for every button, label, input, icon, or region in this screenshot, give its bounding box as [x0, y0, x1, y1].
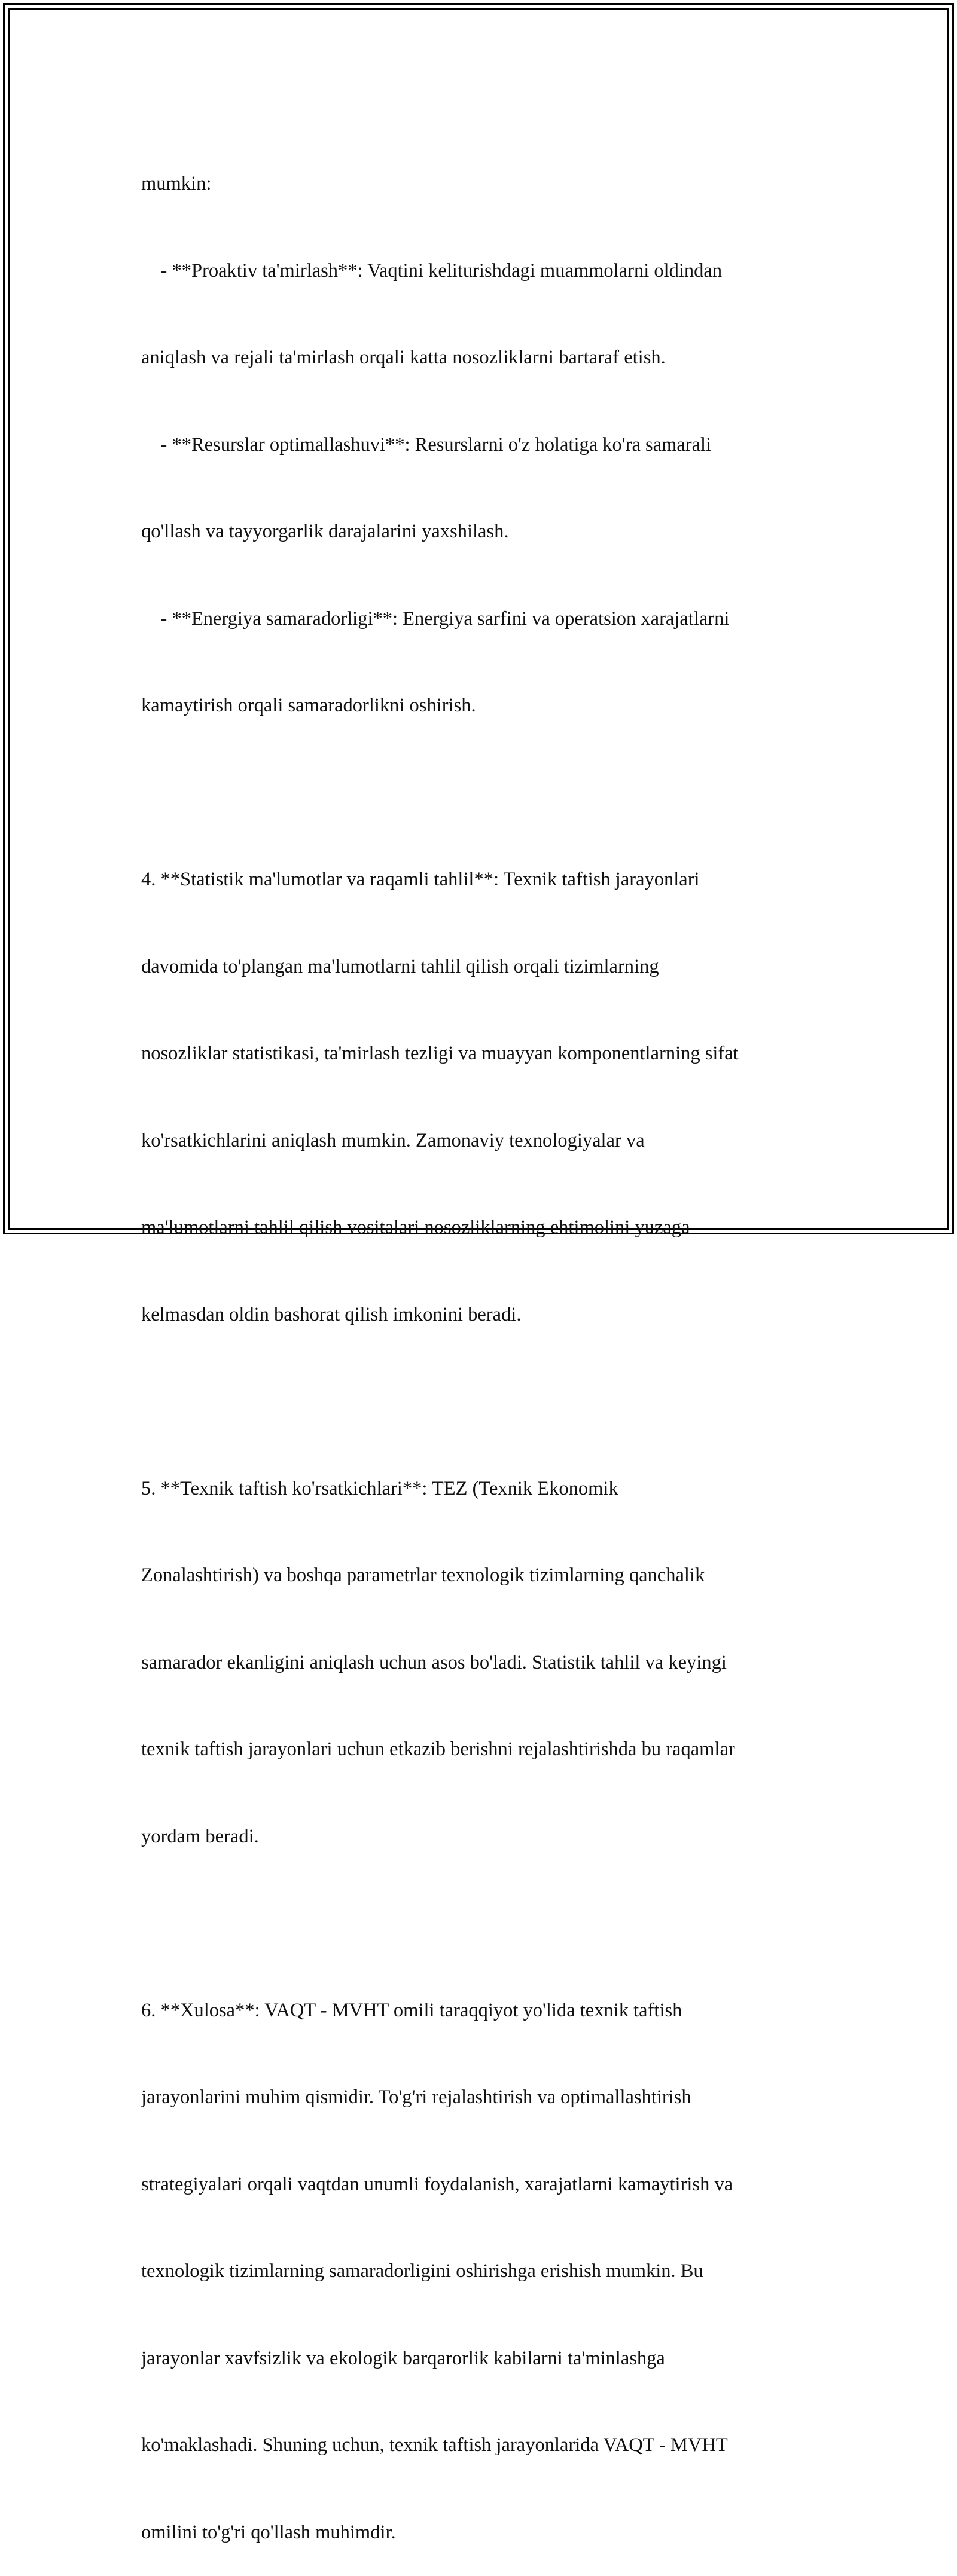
- document-body: [141, 111, 823, 2576]
- text-line: yordam beradi.: [141, 1825, 259, 1847]
- text-line: davomida to'plangan ma'lumotlarni tahlil qilish orqali tizimlarning: [141, 955, 659, 977]
- text-line: jarayonlarini muhim qismidir. To'g'ri rejalashtirish va optimallashtirish: [141, 2086, 691, 2108]
- text-line: ma'lumotlarni tahlil qilish vositalari nosozliklarning ehtimolini yuzaga: [141, 1217, 690, 1238]
- text-line: qo'llash va tayyorgarlik darajalarini yaxshilash.: [141, 521, 509, 542]
- text-line: - **Proaktiv ta'mirlash**: Vaqtini keliturishdagi muammolarni oldindan: [141, 259, 723, 282]
- text-line: 4. **Statistik ma'lumotlar va raqamli tahlil**: Texnik taftish jarayonlari: [141, 869, 700, 890]
- text-line: texnik taftish jarayonlari uchun etkazib berishni rejalashtirishda bu raqamlar: [141, 1738, 735, 1760]
- paragraph-gap: [141, 778, 823, 808]
- text-line: 6. **Xulosa**: VAQT - MVHT omili taraqqiyot yo'lida texnik taftish: [141, 1999, 682, 2021]
- text-line: kelmasdan oldin bashorat qilish imkonini beradi.: [141, 1303, 522, 1325]
- text-line: kamaytirish orqali samaradorlikni oshirish.: [141, 695, 476, 716]
- text-line: ko'maklashadi. Shuning uchun, texnik taftish jarayonlarida VAQT - MVHT: [141, 2434, 728, 2456]
- text-line: texnologik tizimlarning samaradorligini oshirishga erishish mumkin. Bu: [141, 2260, 703, 2282]
- text-line: - **Resurslar optimallashuvi**: Resurslarni o'z holatiga ko'ra samarali: [141, 433, 712, 456]
- text-line: samarador ekanligini aniqlash uchun asos bo'ladi. Statistik tahlil va keyingi: [141, 1651, 727, 1673]
- text-line: strategiyalari orqali vaqtdan unumli foydalanish, xarajatlarni kamaytirish va: [141, 2173, 733, 2195]
- text-line: jarayonlar xavfsizlik va ekologik barqarorlik kabilarni ta'minlashga: [141, 2347, 665, 2369]
- text-line: - **Energiya samaradorligi**: Energiya sarfini va operatsion xarajatlarni: [141, 607, 730, 630]
- text-line: Zonalashtirish) va boshqa parametrlar texnologik tizimlarning qanchalik: [141, 1564, 705, 1586]
- text-line: mumkin:: [141, 173, 212, 194]
- text-line: aniqlash va rejali ta'mirlash orqali katta nosozliklarni bartaraf etish.: [141, 347, 666, 368]
- text-line: ko'rsatkichlarini aniqlash mumkin. Zamonaviy texnologiyalar va: [141, 1129, 645, 1151]
- paragraph-gap: [141, 1909, 823, 1938]
- paragraph-gap: [141, 1387, 823, 1416]
- text-line: 5. **Texnik taftish ko'rsatkichlari**: TEZ (Texnik Ekonomik: [141, 1477, 618, 1499]
- text-line: nosozliklar statistikasi, ta'mirlash tezligi va muayyan komponentlarning sifat: [141, 1043, 739, 1064]
- text-line: omilini to'g'ri qo'llash muhimdir.: [141, 2521, 396, 2543]
